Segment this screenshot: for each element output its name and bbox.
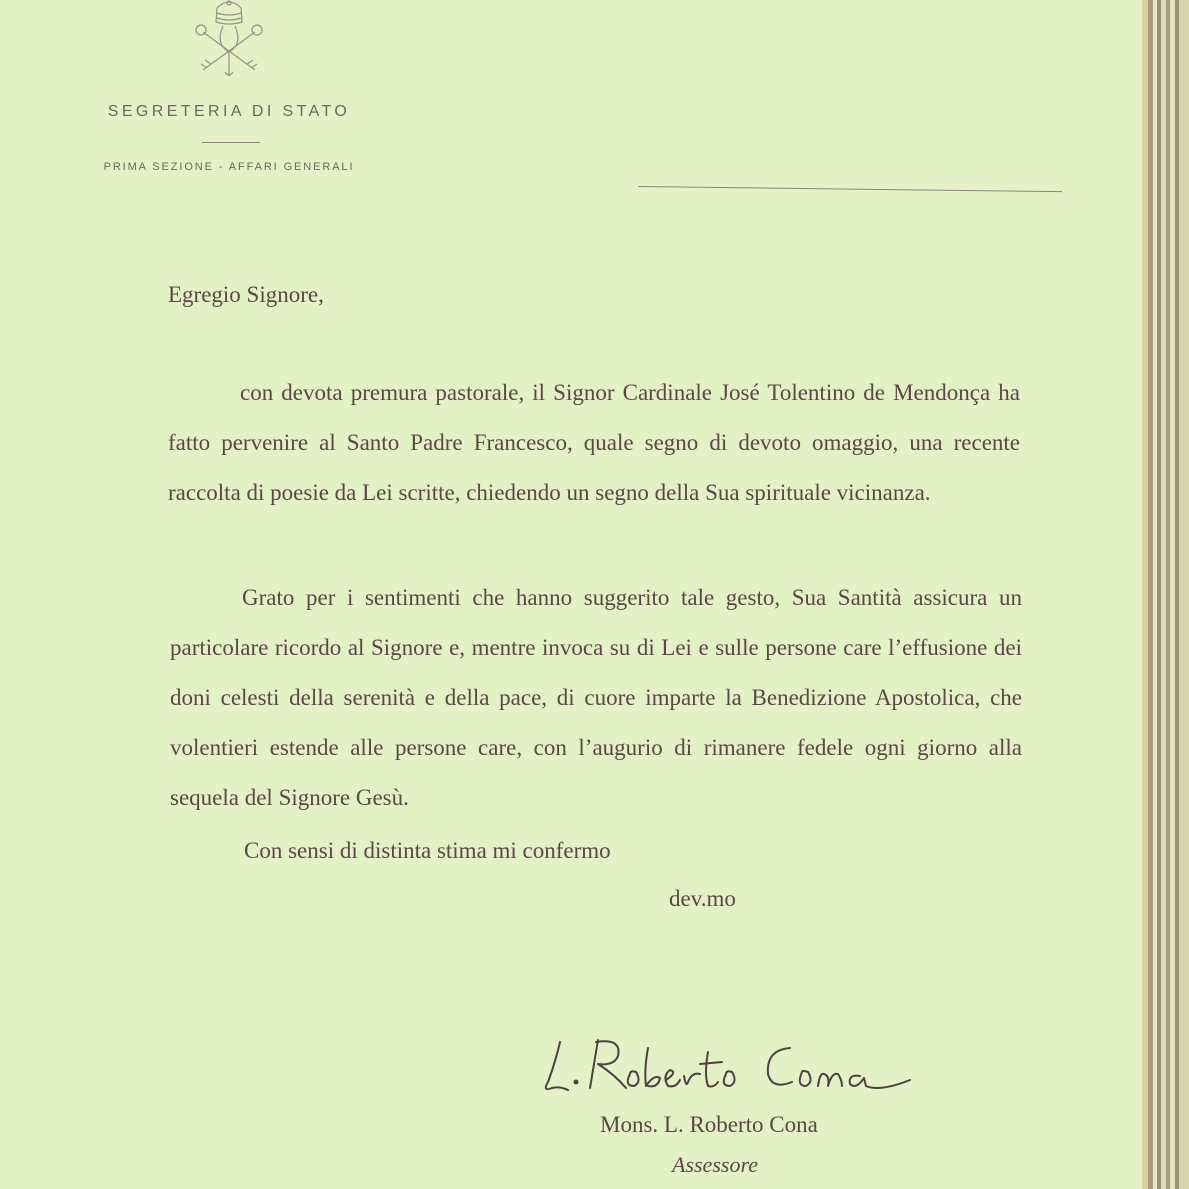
closing: Con sensi di distinta stima mi confermo — [244, 838, 611, 863]
letterhead-section: PRIMA SEZIONE - AFFARI GENERALI — [103, 161, 355, 173]
papal-emblem-icon — [187, 0, 271, 78]
salutation: Egregio Signore, — [168, 282, 324, 307]
valediction: dev.mo — [669, 886, 736, 911]
paragraph: Grato per i sentimenti che hanno suggerito tale gesto, Sua Santità assicura un particolare ricordo al Signore e, mentre invoca su di Lei e sulle persone care l’effusione dei doni celesti della serenità e della pace, di cuore imparte la Benedizione Apostolica, che volentieri estende alle persone care, con l’augurio di rimanere fedele ogni giorno alla sequela del Signore Gesù. — [170, 585, 1022, 810]
paragraph: con devota premura pastorale, il Signor Cardinale José Tolentino de Mendonça ha fatto pervenire al Santo Padre Francesco, quale segno di devoto omaggio, una recente raccolta di poesie da Lei scritte, chiedendo un segno della Sua spirituale vicinanza. — [168, 380, 1020, 505]
letterhead-divider — [202, 142, 260, 143]
signatory-title: Assessore — [672, 1152, 758, 1177]
signatory-name: Mons. L. Roberto Cona — [600, 1112, 818, 1137]
handwritten-signature — [530, 1030, 930, 1110]
letterhead-office: SEGRETERIA DI STATO — [107, 103, 351, 120]
page-edge — [1179, 0, 1189, 1189]
